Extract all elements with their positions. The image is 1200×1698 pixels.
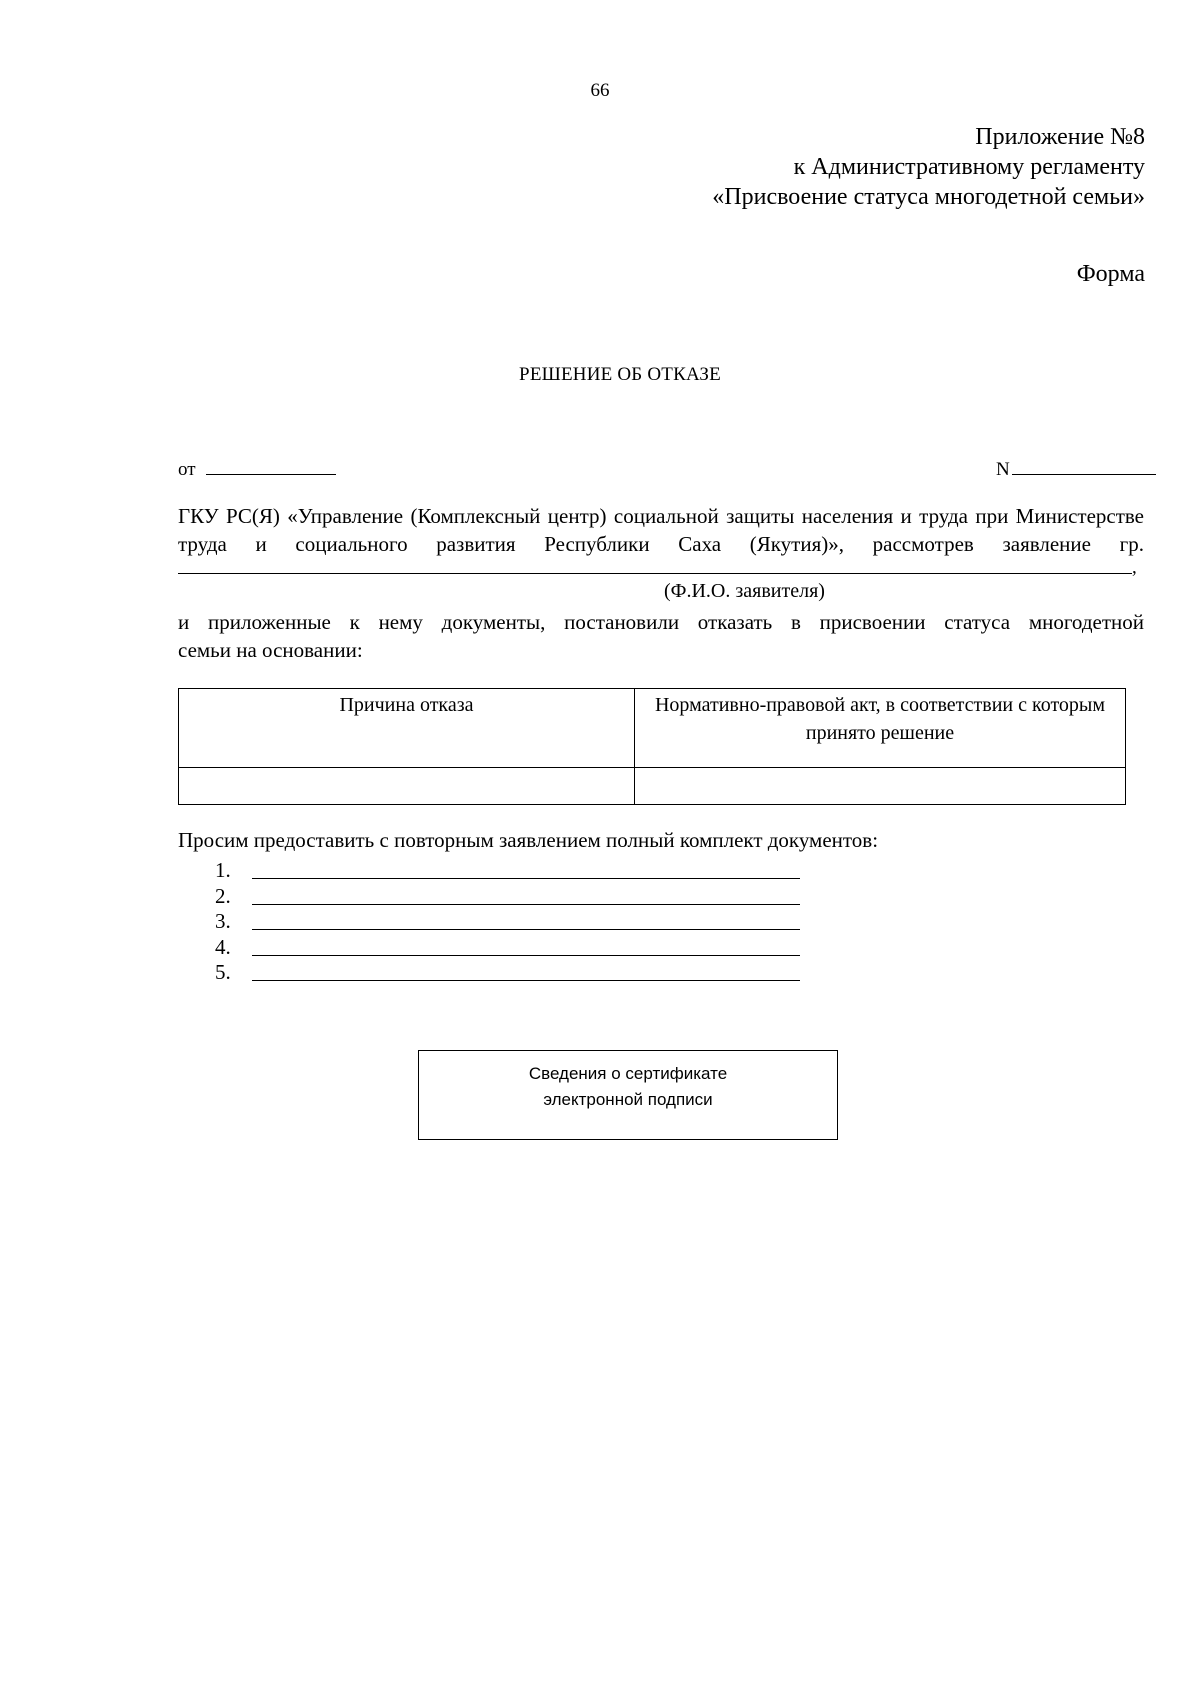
list-item-blank-line <box>252 980 800 981</box>
body-paragraph-1: ГКУ РС(Я) «Управление (Комплексный центр) социальной защиты населения и труда при Министерстве труда и социального развития Республики Саха (Якутия)», рассмотрев заявление гр. <box>178 504 1144 556</box>
applicant-name-line <box>178 573 1132 574</box>
date-field <box>178 458 336 481</box>
appendix-header <box>712 122 1145 212</box>
request-text: Просим предоставить с повторным заявлением полный комплект документов: <box>178 828 879 852</box>
refusal-reasons-table <box>178 688 1126 805</box>
list-item-number: 2. <box>215 883 231 908</box>
list-item <box>215 909 805 935</box>
body-paragraph-2 <box>178 608 1144 664</box>
applicant-name-caption: (Ф.И.О. заявителя) <box>664 580 825 602</box>
number-blank-line <box>1012 458 1156 475</box>
header-legal-act: Нормативно-правовой акт, в соответствии с которым принято решение <box>635 689 1126 768</box>
list-item-number: 5. <box>215 960 231 985</box>
date-prefix: от <box>178 459 196 480</box>
signature-certificate-box <box>418 1050 838 1140</box>
list-item-blank-line <box>252 929 800 930</box>
name-comma: , <box>1132 557 1137 578</box>
list-item <box>215 935 805 961</box>
list-item-number: 1. <box>215 858 231 882</box>
number-prefix: N <box>996 459 1010 480</box>
table-row <box>179 768 1126 805</box>
list-item-blank-line <box>252 904 800 905</box>
appendix-line-1: Приложение №8 <box>975 124 1145 150</box>
list-item-blank-line <box>252 955 800 956</box>
date-blank-line <box>206 458 336 475</box>
table-header-row <box>179 689 1126 768</box>
cell-refusal-reason <box>179 768 635 805</box>
document-title: РЕШЕНИЕ ОБ ОТКАЗЕ <box>519 364 721 385</box>
list-item-blank-line <box>252 878 800 879</box>
list-item <box>215 960 805 986</box>
list-item <box>215 858 805 884</box>
document-list <box>215 858 805 986</box>
list-item-number: 3. <box>215 909 231 934</box>
number-field <box>996 458 1156 481</box>
appendix-line-3: «Присвоение статуса многодетной семьи» <box>712 184 1145 210</box>
list-item <box>215 884 805 910</box>
list-item-number: 4. <box>215 934 231 959</box>
appendix-line-2: к Административному регламенту <box>793 154 1145 180</box>
cell-legal-act <box>635 768 1126 805</box>
form-label: Форма <box>1076 261 1145 287</box>
signature-box-line-2: электронной подписи <box>543 1090 713 1109</box>
header-refusal-reason: Причина отказа <box>179 689 635 768</box>
body-paragraph-2-line-1: и приложенные к нему документы, постановили отказать в присвоении статуса многодетной <box>178 610 1144 634</box>
body-paragraph-2-line-2: семьи на основании: <box>178 638 363 662</box>
page-number: 66 <box>590 80 610 101</box>
signature-box-line-1: Сведения о сертификате <box>528 1064 728 1083</box>
